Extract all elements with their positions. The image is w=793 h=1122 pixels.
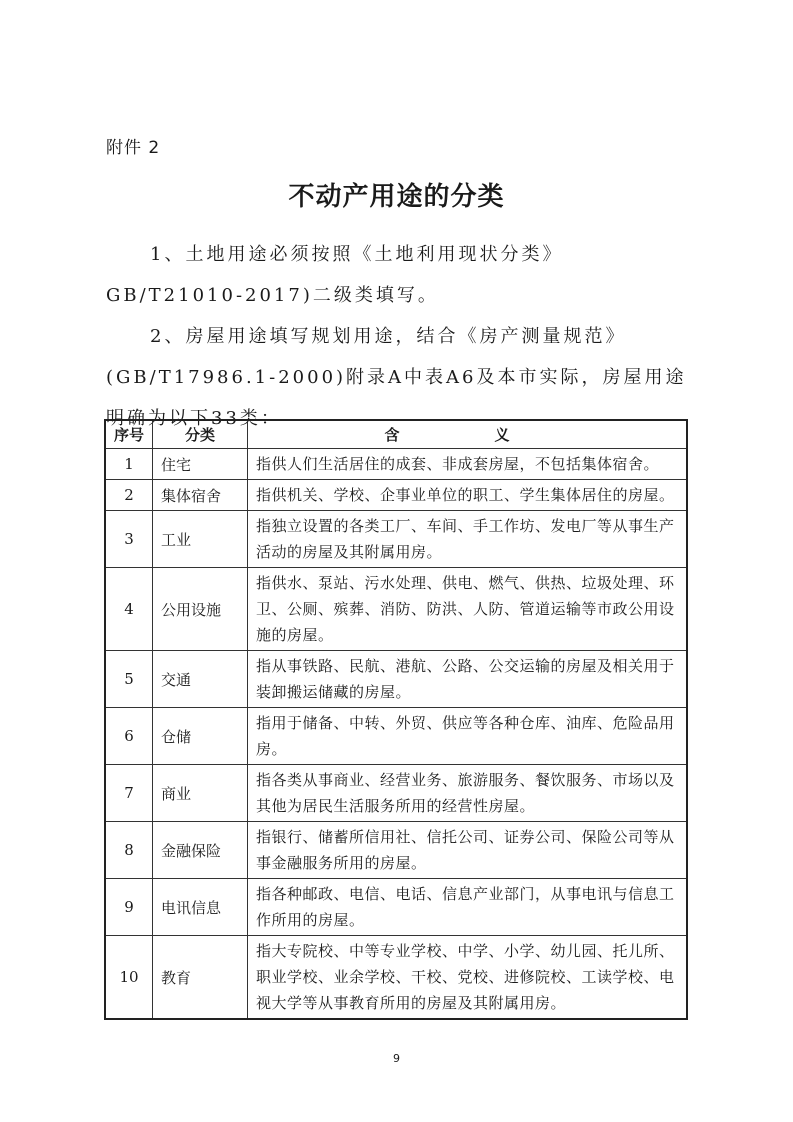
- table-row: [105, 765, 687, 822]
- table-row: [105, 822, 687, 879]
- row-definition: 指供人们生活居住的成套、非成套房屋，不包括集体宿舍。: [248, 449, 688, 480]
- row-category: 金融保险: [153, 822, 248, 879]
- row-definition: 指银行、储蓄所信用社、信托公司、证券公司、保险公司等从事金融服务所用的房屋。: [248, 822, 688, 879]
- header-definition: 含 义: [248, 420, 688, 449]
- table-row: [105, 511, 687, 568]
- row-index: 2: [105, 480, 153, 511]
- row-category: 商业: [153, 765, 248, 822]
- row-definition: 指独立设置的各类工厂、车间、手工作坊、发电厂等从事生产活动的房屋及其附属用房。: [248, 511, 688, 568]
- table-row: [105, 568, 687, 651]
- table-row: [105, 936, 687, 1020]
- table-row: [105, 879, 687, 936]
- row-index: 5: [105, 651, 153, 708]
- document-title: 不动产用途的分类: [288, 182, 505, 212]
- table-row: [105, 708, 687, 765]
- row-definition: 指大专院校、中等专业学校、中学、小学、幼儿园、托儿所、职业学校、业余学校、干校、党校、进修院校、工读学校、电视大学等从事教育所用的房屋及其附属用房。: [248, 936, 688, 1020]
- table-row: [105, 480, 687, 511]
- row-index: 9: [105, 879, 153, 936]
- row-index: 7: [105, 765, 153, 822]
- row-definition: 指各种邮政、电信、电话、信息产业部门，从事电讯与信息工作所用的房屋。: [248, 879, 688, 936]
- row-index: 4: [105, 568, 153, 651]
- row-category: 电讯信息: [153, 879, 248, 936]
- row-category: 集体宿舍: [153, 480, 248, 511]
- row-definition: 指供水、泵站、污水处理、供电、燃气、供热、垃圾处理、环卫、公厕、殡葬、消防、防洪、人防、管道运输等市政公用设施的房屋。: [248, 568, 688, 651]
- row-category: 仓储: [153, 708, 248, 765]
- row-index: 1: [105, 449, 153, 480]
- row-index: 6: [105, 708, 153, 765]
- paragraph-land-use: 1、土地用途必须按照《土地利用现状分类》GB/T21010-2017)二级类填写。: [106, 244, 564, 306]
- use-classification-table: [104, 419, 688, 1020]
- table-row: [105, 449, 687, 480]
- row-category: 交通: [153, 651, 248, 708]
- row-definition: 指各类从事商业、经营业务、旅游服务、餐饮服务、市场以及其他为居民生活服务所用的经营性房屋。: [248, 765, 688, 822]
- row-index: 3: [105, 511, 153, 568]
- row-category: 公用设施: [153, 568, 248, 651]
- row-category: 工业: [153, 511, 248, 568]
- header-index: 序号: [105, 420, 153, 449]
- row-category: 教育: [153, 936, 248, 1020]
- row-category: 住宅: [153, 449, 248, 480]
- row-index: 8: [105, 822, 153, 879]
- page-number: 9: [393, 1052, 400, 1065]
- row-definition: 指用于储备、中转、外贸、供应等各种仓库、油库、危险品用房。: [248, 708, 688, 765]
- row-index: 10: [105, 936, 153, 1020]
- paragraph-building-use: 2、房屋用途填写规划用途，结合《房产测量规范》(GB/T17986.1-2000)附录A中表A6及本市实际，房屋用途明确为以下33类：: [106, 326, 687, 429]
- row-definition: 指供机关、学校、企事业单位的职工、学生集体居住的房屋。: [248, 480, 688, 511]
- table-header-row: [105, 420, 687, 449]
- attachment-label: 附件 2: [106, 138, 161, 158]
- table-row: [105, 651, 687, 708]
- header-category: 分类: [153, 420, 248, 449]
- row-definition: 指从事铁路、民航、港航、公路、公交运输的房屋及相关用于装卸搬运储藏的房屋。: [248, 651, 688, 708]
